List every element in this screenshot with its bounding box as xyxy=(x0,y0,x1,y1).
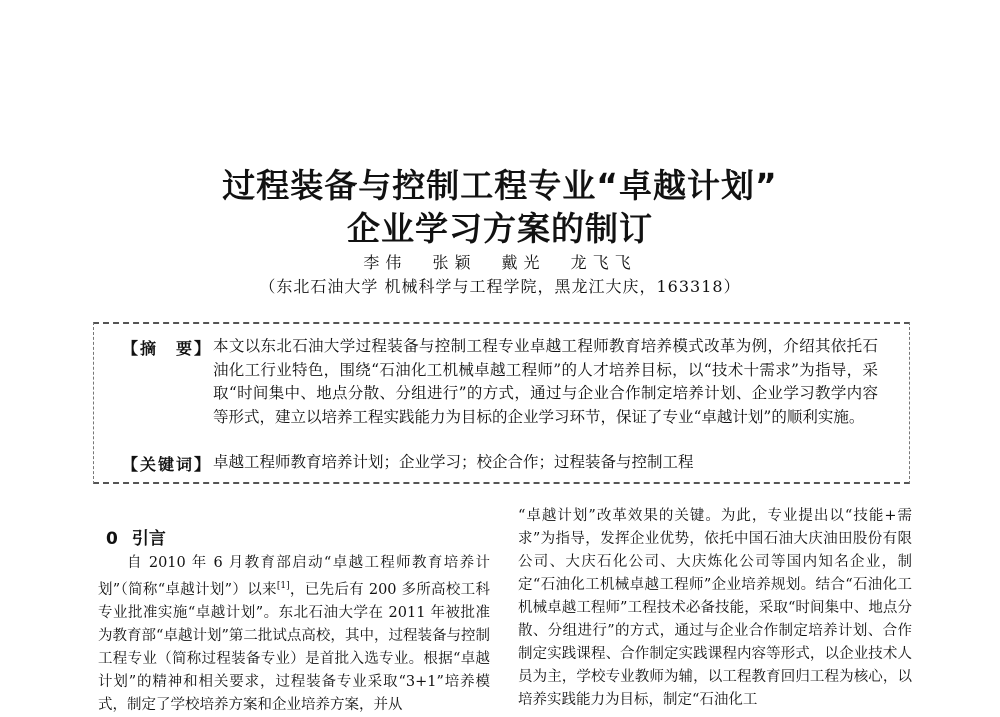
section-title: 引言 xyxy=(131,529,166,549)
body-left-text-2: ，已先后有 200 多所高校工科专业批准实施“卓越计划”。东北石油大学在 2011 年被批准为教育部“卓越计划”第二批试点高校，其中，过程装备与控制工程专业（简称过程装备专业）是首批入选专业。根据“卓越计划”的精神和相关要求，过程装备专业采取“3+1”培养模式，制定了学校培养方案和企业培养方案，并从 xyxy=(98,581,490,713)
authors: 李伟 张颖 戴光 龙飞飞 xyxy=(363,253,637,272)
affiliation: （东北石油大学 机械科学与工程学院，黑龙江大庆，163318） xyxy=(259,277,741,296)
title-line-2: 企业学习方案的制订 xyxy=(347,209,653,248)
title-line-1: 过程装备与控制工程专业“卓越计划” xyxy=(222,166,778,205)
abstract-text: 本文以东北石油大学过程装备与控制工程专业卓越工程师教育培养模式改革为例，介绍其依托石油化工行业特色，围绕“石油化工机械卓越工程师”的人才培养目标，以“技术十需求”为指导，采取“时间集中、地点分散、分组进行”的方式，通过与企业合作制定培养计划、企业学习教学内容等形式，建立以培养工程实践能力为目标的企业学习环节，保证了专业“卓越计划”的顺利实施。 xyxy=(213,337,878,426)
body-right-column: “卓越计划”改革效果的关键。为此，专业提出以“技能+需求”为指导，发挥企业优势，依托中国石油大庆油田股份有限公司、大庆石化公司、大庆炼化公司等国内知名企业，制定“石油化工机械卓越工程师”企业培养规划。结合“石油化工机械卓越工程师”工程技术必备技能，采取“时间集中、地点分散、分组进行”的方式，通过与企业合作制定培养计划、合作制定实践课程、合作制定实践课程内容等形式，以企业技术人员为主，学校专业教师为辅，以工程教育回归工程为核心，以培养实践能力为目标，制定“石油化工 xyxy=(518,508,912,708)
body-left-text-1: 自 2010 年 6 月教育部启动“卓越工程师教育培养计划”（简称“卓越计划”）以来 xyxy=(98,555,490,598)
section-heading xyxy=(106,524,166,549)
body-left-column xyxy=(98,552,490,717)
keywords-label: 【关键词】 xyxy=(122,455,213,474)
section-number: 0 xyxy=(106,529,118,549)
keywords-text: 卓越工程师教育培养计划；企业学习；校企合作；过程装备与控制工程 xyxy=(213,453,694,471)
abstract-label: 【摘 要】 xyxy=(122,339,213,358)
reference-marker: [1] xyxy=(276,581,290,591)
